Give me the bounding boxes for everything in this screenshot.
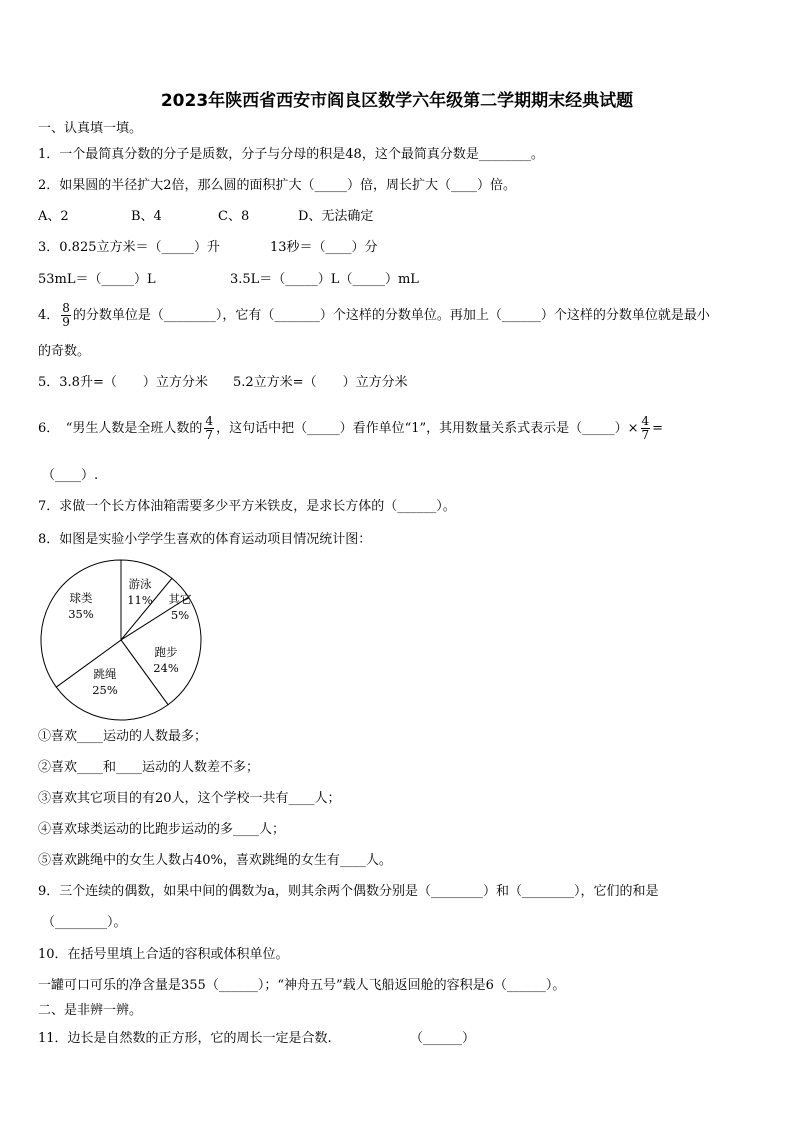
question-6 [38, 411, 663, 447]
question-7: 7．求做一个长方体油箱需要多少平方米铁皮，是求长方体的（______）。 [38, 499, 456, 514]
q8-sub-4: ④喜欢球类运动的比跑步运动的多____人； [38, 822, 286, 837]
section-2-heading: 二、是非辨一辨。 [38, 1003, 143, 1018]
q2-option-c: C、8 [218, 209, 250, 224]
q8-sub-3: ③喜欢其它项目的有20人，这个学校一共有____人； [38, 791, 341, 806]
fraction-numerator: 8 [62, 301, 70, 315]
q6-text-3: = [652, 421, 664, 436]
question-3-part-c: 53mL＝（_____）L [38, 272, 156, 287]
q2-option-b: B、4 [131, 209, 162, 224]
question-3-part-b: 13秒＝（____）分 [270, 240, 378, 255]
pie-percent-4: 35% [68, 607, 94, 621]
q8-sub-5: ⑤喜欢跳绳中的女生人数占40%，喜欢跳绳的女生有____人。 [38, 853, 392, 868]
q6-text-1: 6． “男生人数是全班人数的 [38, 421, 203, 436]
question-1: 1．一个最简真分数的分子是质数，分子与分母的积是48，这个最简真分数是________。 [38, 147, 544, 162]
question-3-part-a: 3．0.825立方米＝（_____）升 [38, 240, 220, 255]
question-2: 2．如果圆的半径扩大2倍，那么圆的面积扩大（_____）倍，周长扩大（____）倍。 [38, 178, 517, 193]
fraction-denominator: 7 [205, 428, 214, 442]
pie-label-4: 球类 [69, 591, 93, 605]
fraction-numerator: 4 [641, 414, 650, 428]
sports-pie-chart [30, 552, 220, 732]
q6-text-2: ，这句话中把（_____）看作单位“1”，其用数量关系式表示是（_____）× [216, 421, 639, 436]
pie-percent-2: 24% [153, 661, 179, 675]
question-5-part-a: 5．3.8升=（ ）立方分米 [38, 375, 208, 390]
question-3-part-d: 3.5L＝（_____）L（_____）mL [230, 272, 419, 287]
fraction-8-9 [61, 302, 71, 329]
question-11: 11．边长是自然数的正方形，它的周长一定是合数. [38, 1031, 332, 1046]
page-title: 2023年陕西省西安市阎良区数学六年级第二学期期末经典试题 [160, 91, 634, 111]
q4-number: 4． [38, 308, 60, 323]
question-9-continued: （________）。 [42, 915, 127, 930]
question-6-continued: （____）. [42, 468, 99, 483]
fraction-numerator: 4 [205, 414, 214, 428]
question-11-answer-blank[interactable]: （______） [410, 1031, 476, 1046]
q2-option-a: A、2 [38, 209, 69, 224]
pie-percent-1: 5% [170, 608, 190, 622]
pie-label-1: 其它 [168, 592, 192, 606]
section-1-heading: 一、认真填一填。 [38, 121, 143, 136]
fraction-denominator: 9 [62, 315, 70, 329]
pie-percent-3: 25% [92, 683, 118, 697]
q8-sub-2: ②喜欢____和____运动的人数差不多； [38, 760, 260, 775]
question-10-continued: 一罐可口可乐的净含量是355（______）；“神舟五号”载人飞船返回舱的容积是6（______）。 [38, 978, 566, 993]
question-5-part-b: 5.2立方米=（ ）立方分米 [233, 375, 408, 390]
q8-sub-1: ①喜欢____运动的人数最多； [38, 729, 208, 744]
fraction-4-7-second [641, 415, 651, 442]
pie-label-3: 跳绳 [93, 667, 117, 681]
question-4 [38, 299, 710, 333]
pie-percent-0: 11% [127, 593, 153, 607]
q2-option-d: D、无法确定 [298, 209, 374, 224]
question-4-continued: 的奇数。 [38, 344, 91, 359]
question-10: 10．在括号里填上合适的容积或体积单位。 [38, 947, 289, 962]
fraction-denominator: 7 [641, 428, 650, 442]
pie-label-0: 游泳 [128, 577, 152, 591]
pie-label-2: 跑步 [154, 645, 178, 659]
question-9: 9．三个连续的偶数，如果中间的偶数为a，则其余两个偶数分别是（________）和（________），它们的和是 [38, 884, 659, 899]
q4-text: 的分数单位是（________），它有（_______）个这样的分数单位。再加上（______）个这样的分数单位就是最小 [72, 308, 710, 323]
question-8: 8．如图是实验小学学生喜欢的体育运动项目情况统计图： [38, 532, 372, 547]
fraction-4-7 [204, 415, 214, 442]
